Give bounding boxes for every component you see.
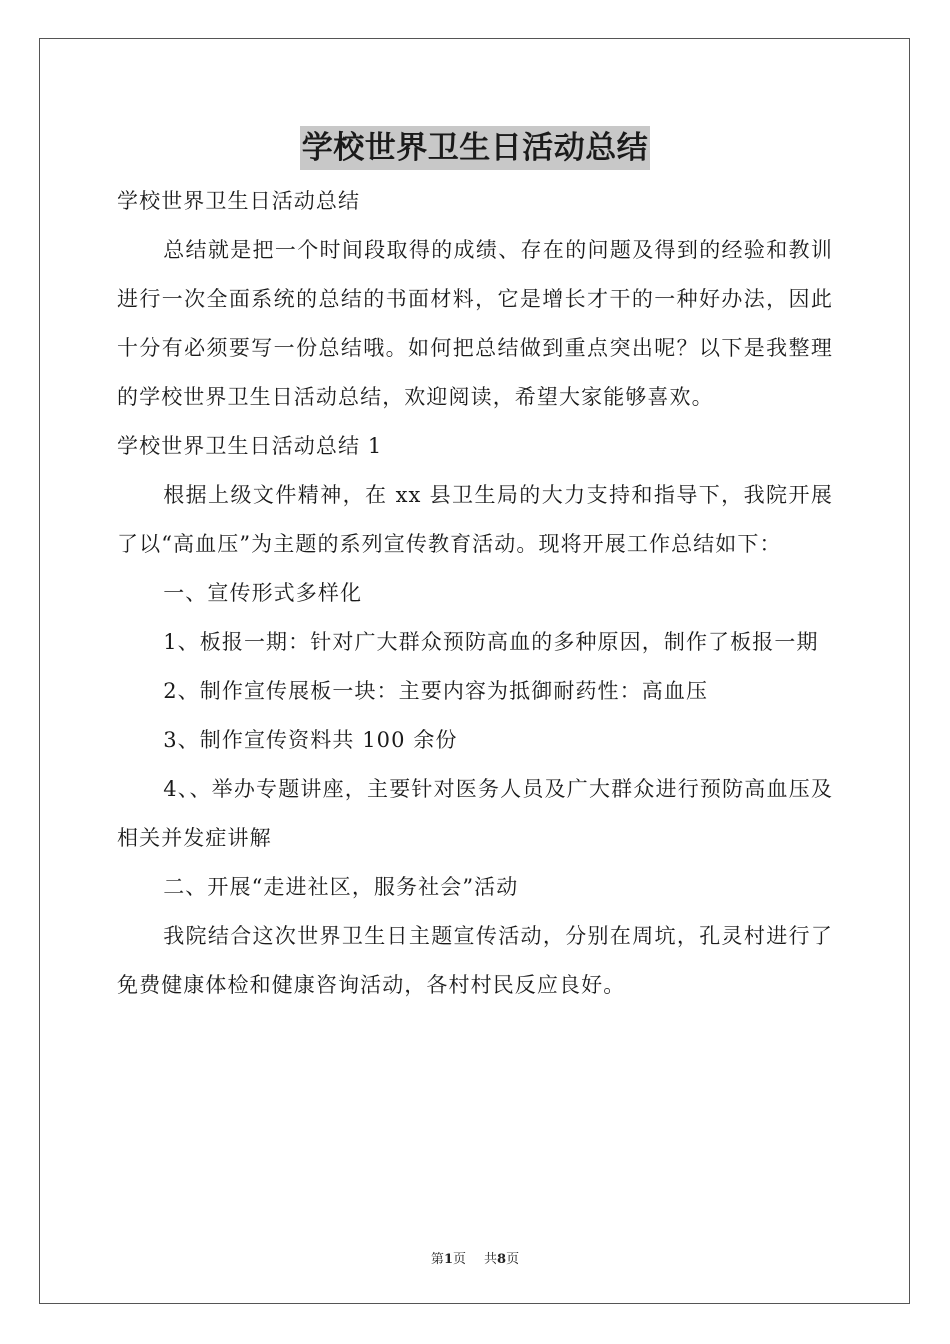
page-current: 1 — [443, 1252, 453, 1267]
paragraph: 我院结合这次世界卫生日主题宣传活动，分别在周坑，孔灵村进行了免费健康体检和健康咨询活动，各村村民反应良好。 — [117, 924, 833, 997]
document-body — [117, 177, 833, 1010]
page-suffix: 页 — [452, 1252, 466, 1267]
paragraph: 一、宣传形式多样化 — [163, 581, 363, 605]
paragraph: 2、制作宣传展板一块：主要内容为抵御耐药性：高血压 — [163, 679, 709, 703]
page-footer — [0, 1248, 950, 1267]
paragraph: 二、开展“走进社区，服务社会”活动 — [163, 875, 519, 899]
section-heading: 学校世界卫生日活动总结 1 — [117, 434, 383, 458]
title-container — [0, 126, 950, 170]
paragraph: 3、制作宣传资料共 100 余份 — [163, 728, 458, 752]
paragraph: 1、板报一期：针对广大群众预防高血的多种原因，制作了板报一期 — [163, 630, 819, 654]
paragraph: 4、、举办专题讲座，主要针对医务人员及广大群众进行预防高血压及相关并发症讲解 — [117, 777, 833, 850]
total-suffix: 页 — [506, 1252, 520, 1267]
document-title: 学校世界卫生日活动总结 — [300, 126, 651, 170]
paragraph: 学校世界卫生日活动总结 — [117, 189, 361, 213]
page-total: 8 — [497, 1252, 507, 1267]
page-prefix: 第 — [430, 1252, 444, 1267]
paragraph: 根据上级文件精神，在 xx 县卫生局的大力支持和指导下，我院开展了以“高血压”为主题的系列宣传教育活动。现将开展工作总结如下： — [117, 483, 833, 556]
paragraph: 总结就是把一个时间段取得的成绩、存在的问题及得到的经验和教训进行一次全面系统的总结的书面材料，它是增长才干的一种好办法，因此十分有必须要写一份总结哦。如何把总结做到重点突出呢？以下是我整理的学校世界卫生日活动总结，欢迎阅读，希望大家能够喜欢。 — [117, 238, 833, 409]
total-prefix: 共 — [484, 1252, 498, 1267]
